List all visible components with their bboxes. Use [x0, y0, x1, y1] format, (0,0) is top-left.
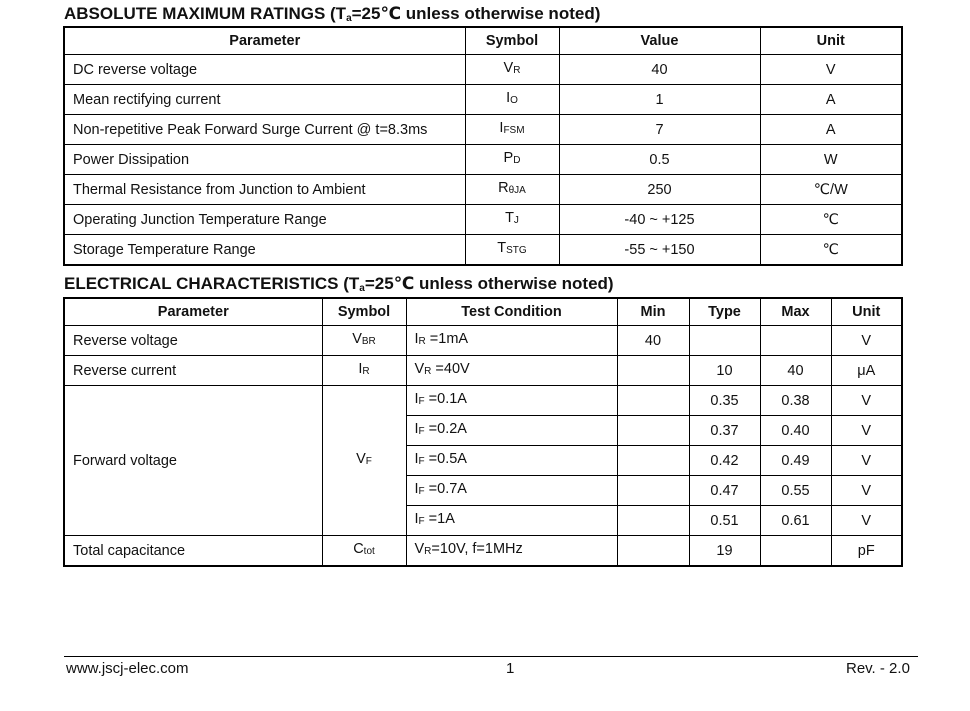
param-cell: Non-repetitive Peak Forward Surge Current @ t=8.3ms [64, 115, 465, 145]
abs-max-table [63, 26, 903, 266]
param-cell: DC reverse voltage [64, 55, 465, 85]
max-cell: 0.55 [760, 476, 831, 506]
condition-cell: $I_F =1A$ [406, 506, 617, 536]
col-header-min: Min [617, 298, 689, 326]
max-cell: 40 [760, 356, 831, 386]
symbol-cell: $I_O$ [465, 85, 559, 115]
table-row [64, 235, 902, 266]
table-row [64, 326, 902, 356]
value-cell: 1 [559, 85, 760, 115]
symbol-cell: $T_{STG}$ [465, 235, 559, 266]
max-cell [760, 536, 831, 567]
max-cell: 0.40 [760, 416, 831, 446]
param-cell: Thermal Resistance from Junction to Ambient [64, 175, 465, 205]
unit-cell: ℃ [760, 235, 902, 266]
col-header-unit: Unit [831, 298, 902, 326]
unit-cell: μA [831, 356, 902, 386]
symbol-cell: $C_{tot}$ [322, 536, 406, 567]
value-cell: 250 [559, 175, 760, 205]
value-cell: 7 [559, 115, 760, 145]
symbol-cell: $R_{\theta JA}$ [465, 175, 559, 205]
unit-cell: ℃/W [760, 175, 902, 205]
typ-cell: 0.51 [689, 506, 760, 536]
max-cell: 0.61 [760, 506, 831, 536]
param-cell: Reverse voltage [64, 326, 322, 356]
col-header-type: Type [689, 298, 760, 326]
unit-cell: A [760, 85, 902, 115]
col-header-unit: Unit [760, 27, 902, 55]
unit-cell: V [831, 446, 902, 476]
symbol-cell: $V_F$ [322, 386, 406, 536]
param-cell: Storage Temperature Range [64, 235, 465, 266]
param-cell: Power Dissipation [64, 145, 465, 175]
abs-max-header-row [64, 27, 902, 55]
col-header-test-condition: Test Condition [406, 298, 617, 326]
unit-cell: pF [831, 536, 902, 567]
elec-header-row [64, 298, 902, 326]
typ-cell: 0.47 [689, 476, 760, 506]
value-cell: -55 ~ +150 [559, 235, 760, 266]
unit-cell: V [831, 416, 902, 446]
unit-cell: V [831, 506, 902, 536]
table-row [64, 85, 902, 115]
col-header-symbol: Symbol [465, 27, 559, 55]
max-cell: 0.49 [760, 446, 831, 476]
max-cell [760, 326, 831, 356]
param-cell: Operating Junction Temperature Range [64, 205, 465, 235]
condition-cell: $I_F =0.1A$ [406, 386, 617, 416]
param-cell: Total capacitance [64, 536, 322, 567]
min-cell [617, 506, 689, 536]
unit-cell: A [760, 115, 902, 145]
col-header-symbol: Symbol [322, 298, 406, 326]
symbol-cell: $V_R$ [465, 55, 559, 85]
typ-cell [689, 326, 760, 356]
footer-url: www.jscj-elec.com [66, 660, 189, 677]
unit-cell: V [831, 326, 902, 356]
footer-divider [64, 656, 918, 657]
max-cell: 0.38 [760, 386, 831, 416]
min-cell [617, 446, 689, 476]
unit-cell: ℃ [760, 205, 902, 235]
symbol-cell: $V_{BR}$ [322, 326, 406, 356]
table-row [64, 115, 902, 145]
param-cell: Mean rectifying current [64, 85, 465, 115]
table-row [64, 55, 902, 85]
unit-cell: V [831, 476, 902, 506]
col-header-max: Max [760, 298, 831, 326]
table-row [64, 145, 902, 175]
abs-max-heading: ABSOLUTE MAXIMUM RATINGS ($T_a=25℃$ unless otherwise noted) [64, 4, 601, 24]
symbol-cell: $P_D$ [465, 145, 559, 175]
unit-cell: V [831, 386, 902, 416]
min-cell: 40 [617, 326, 689, 356]
elec-char-table [63, 297, 903, 567]
symbol-cell: $I_{FSM}$ [465, 115, 559, 145]
value-cell: 40 [559, 55, 760, 85]
table-row [64, 386, 902, 416]
symbol-cell: $I_R$ [322, 356, 406, 386]
min-cell [617, 536, 689, 567]
condition-cell: $V_R =40V$ [406, 356, 617, 386]
page-number: 1 [506, 660, 515, 677]
value-cell: 0.5 [559, 145, 760, 175]
col-header-parameter: Parameter [64, 27, 465, 55]
min-cell [617, 416, 689, 446]
condition-cell: $I_F =0.5A$ [406, 446, 617, 476]
unit-cell: W [760, 145, 902, 175]
param-cell: Forward voltage [64, 386, 322, 536]
min-cell [617, 386, 689, 416]
revision-label: Rev. - 2.0 [846, 660, 910, 677]
typ-cell: 0.37 [689, 416, 760, 446]
table-row [64, 356, 902, 386]
typ-cell: 19 [689, 536, 760, 567]
min-cell [617, 356, 689, 386]
symbol-cell: $T_J$ [465, 205, 559, 235]
typ-cell: 0.35 [689, 386, 760, 416]
min-cell [617, 476, 689, 506]
value-cell: -40 ~ +125 [559, 205, 760, 235]
col-header-value: Value [559, 27, 760, 55]
table-row [64, 536, 902, 567]
typ-cell: 10 [689, 356, 760, 386]
table-row [64, 205, 902, 235]
elec-char-heading: ELECTRICAL CHARACTERISTICS ($T_a=25℃$ unless otherwise noted) [64, 274, 614, 294]
condition-cell: $I_F =0.7A$ [406, 476, 617, 506]
condition-cell: $I_R =1mA$ [406, 326, 617, 356]
unit-cell: V [760, 55, 902, 85]
col-header-parameter: Parameter [64, 298, 322, 326]
condition-cell: $V_R=10V$, f=1MHz [406, 536, 617, 567]
condition-cell: $I_F =0.2A$ [406, 416, 617, 446]
param-cell: Reverse current [64, 356, 322, 386]
typ-cell: 0.42 [689, 446, 760, 476]
table-row [64, 175, 902, 205]
